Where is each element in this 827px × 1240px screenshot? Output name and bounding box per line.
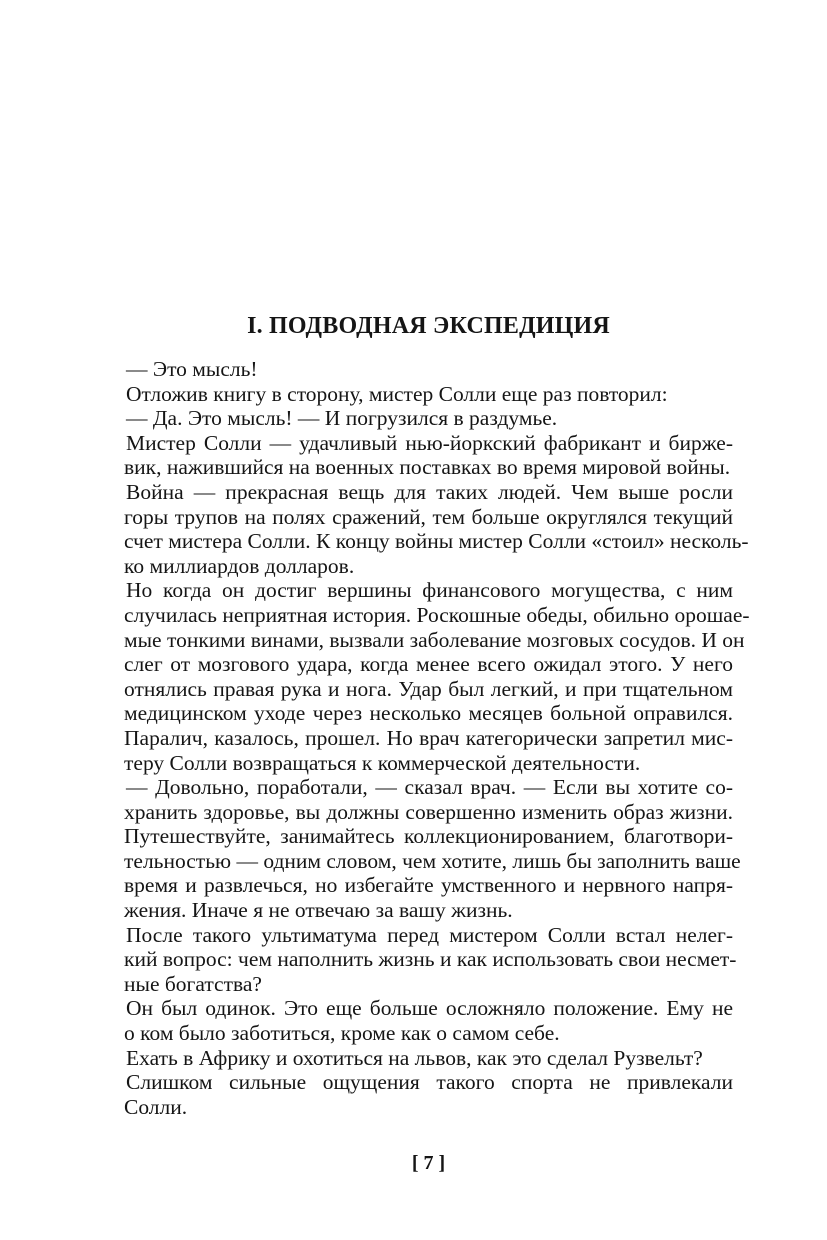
text-line: ко миллиардов долларов. — [124, 553, 355, 578]
text-line: жения. Иначе я не отвечаю за вашу жизнь. — [124, 898, 513, 923]
text-line: Солли. — [124, 1094, 188, 1119]
paragraph — [124, 1046, 733, 1071]
chapter-title: I. ПОДВОДНАЯ ЭКСПЕДИЦИЯ — [247, 313, 610, 339]
text-line: — Это мысль! — [126, 357, 258, 381]
text-line: Мистер Солли — удачливый нью-йоркский фабрикант и бирже- — [126, 430, 733, 455]
text-line: медицинском уходе через несколько месяцев больной оправился. — [124, 701, 733, 726]
paragraph — [124, 996, 733, 1045]
text-line: теру Солли возвращаться к коммерческой деятельности. — [124, 750, 641, 775]
text-line: Отложив книгу в сторону, мистер Солли еще раз повторил: — [126, 381, 668, 406]
paragraph — [124, 406, 733, 431]
paragraph — [124, 1070, 733, 1119]
text-line: отнялись правая рука и нога. Удар был легкий, и при тщательном — [124, 676, 733, 701]
text-line: хранить здоровье, вы должны совершенно изменить образ жизни. — [124, 799, 733, 824]
text-line: Он был одинок. Это еще больше осложняло положение. Ему не — [126, 996, 733, 1021]
text-line: Война — прекрасная вещь для таких людей. Чем выше росли — [126, 479, 733, 504]
paragraph — [124, 431, 733, 480]
text-line: Но когда он достиг вершины финансового могущества, с ним — [126, 578, 733, 603]
text-line: Слишком сильные ощущения такого спорта не привлекали — [126, 1070, 733, 1095]
text-line: Ехать в Африку и охотиться на львов, как это сделал Рузвельт? — [126, 1045, 703, 1070]
text-line: слег от мозгового удара, когда менее всего ожидал этого. У него — [124, 652, 733, 677]
book-page — [124, 0, 750, 1240]
text-line: горы трупов на полях сражений, тем больше округлялся текущий — [124, 504, 733, 529]
text-line: кий вопрос: чем наполнить жизнь и как использовать свои несмет- — [124, 947, 737, 972]
chapter-text — [124, 357, 750, 1119]
paragraph — [124, 479, 749, 578]
text-line: — Да. Это мысль! — И погрузился в раздумье. — [126, 406, 558, 431]
text-line: Путешествуйте, занимайтесь коллекционированием, благотвори- — [124, 824, 733, 849]
page-number: [ 7 ] — [411, 1152, 446, 1174]
text-line: Паралич, казалось, прошел. Но врач категорически запретил мис- — [124, 725, 733, 750]
paragraph — [124, 775, 741, 923]
text-line: — Довольно, поработали, — сказал врач. — Если вы хотите со- — [126, 775, 733, 800]
paragraph — [124, 382, 733, 407]
text-line: После такого ультиматума перед мистером Солли встал нелег- — [126, 922, 733, 947]
text-line: счет мистера Солли. К концу войны мистер Солли «стоил» несколь- — [124, 529, 749, 554]
paragraph — [124, 922, 737, 997]
text-line: время и развлечься, но избегайте умственного и нервного напря- — [124, 873, 733, 898]
text-line: ные богатства? — [124, 971, 262, 996]
text-line: о ком было заботиться, кроме как о самом себе. — [124, 1021, 560, 1046]
text-line: мые тонкими винами, вызвали заболевание мозговых сосудов. И он — [124, 627, 745, 652]
paragraph — [124, 578, 750, 775]
text-line: тельностью — одним словом, чем хотите, лишь бы заполнить ваше — [124, 848, 741, 873]
text-line: случилась неприятная история. Роскошные обеды, обильно орошае- — [124, 602, 750, 627]
paragraph — [124, 357, 733, 382]
text-line: вик, нажившийся на военных поставках во время мировой войны. — [124, 455, 731, 480]
